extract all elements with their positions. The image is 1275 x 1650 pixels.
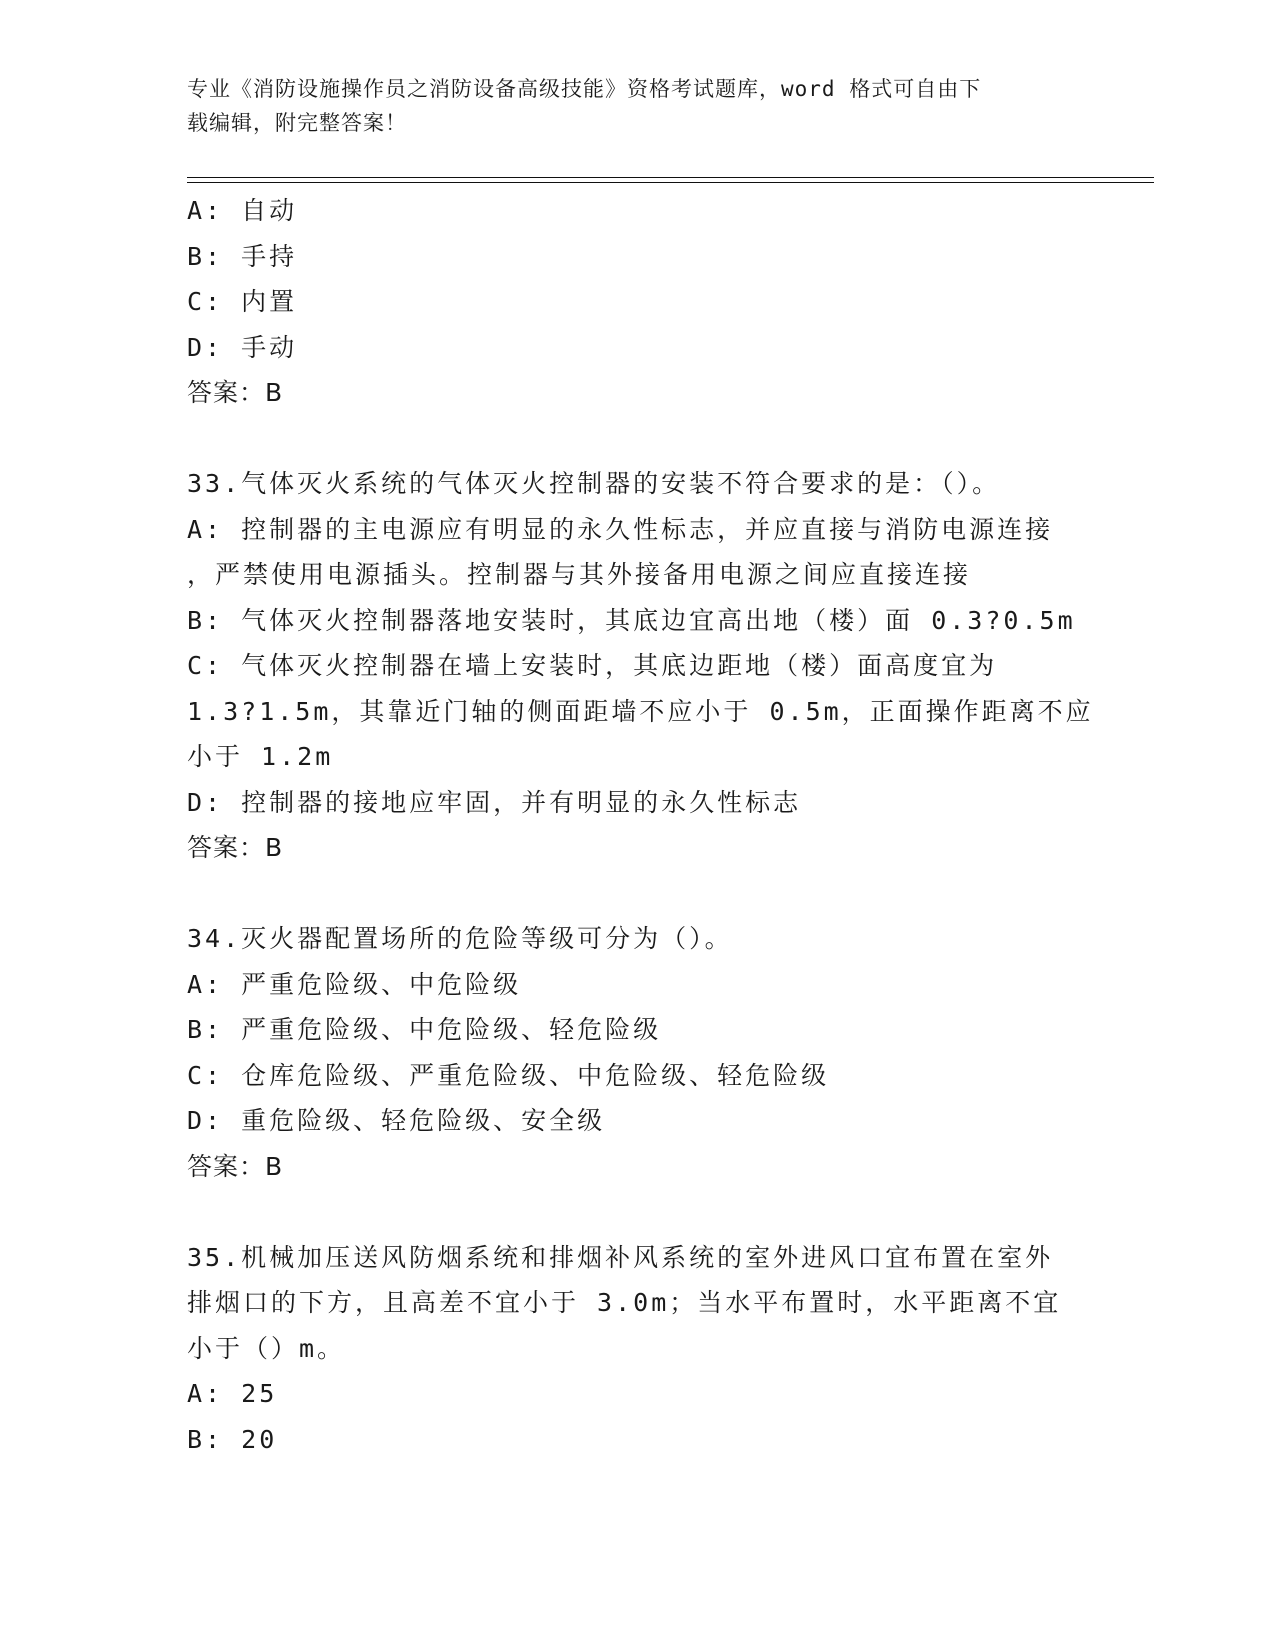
spacer bbox=[187, 416, 1087, 462]
question-35-block bbox=[187, 1235, 1087, 1463]
q34-option-a: A: 严重危险级、中危险级 bbox=[187, 969, 522, 999]
question-34-block bbox=[187, 916, 1087, 1189]
q33-option-a-line-1: A: 控制器的主电源应有明显的永久性标志，并应直接与消防电源连接 bbox=[187, 514, 1054, 544]
header-line-1: 专业《消防设施操作员之消防设备高级技能》资格考试题库，word 格式可自由下 bbox=[187, 77, 982, 101]
q33-option-c-line-2: 1.3?1.5m，其靠近门轴的侧面距墙不应小于 0.5m，正面操作距离不应 bbox=[187, 696, 1094, 726]
q35-option-b: B: 20 bbox=[187, 1424, 278, 1454]
q34-option-c: C: 仓库危险级、严重危险级、中危险级、轻危险级 bbox=[187, 1060, 830, 1090]
q32-option-c: C: 内置 bbox=[187, 287, 298, 316]
q33-option-c-line-1: C: 气体灭火控制器在墙上安装时，其底边距地（楼）面高度宜为 bbox=[187, 651, 998, 680]
q33-option-d: D: 控制器的接地应牢固，并有明显的永久性标志 bbox=[187, 787, 802, 817]
document-header bbox=[187, 72, 1087, 140]
q34-answer: 答案：B bbox=[187, 1151, 284, 1181]
q33-question: 33.气体灭火系统的气体灭火控制器的安装不符合要求的是：（）。 bbox=[187, 469, 1001, 498]
q33-answer: 答案：B bbox=[187, 833, 284, 862]
q32-answer: 答案：B bbox=[187, 378, 284, 407]
q33-option-a-line-2: ，严禁使用电源插头。控制器与其外接备用电源之间应直接连接 bbox=[187, 560, 972, 589]
q35-question-line-2: 排烟口的下方，且高差不宜小于 3.0m；当水平布置时，水平距离不宜 bbox=[187, 1288, 1062, 1317]
question-33-block bbox=[187, 461, 1094, 871]
header-line-2: 载编辑，附完整答案！ bbox=[187, 111, 407, 135]
question-32-block bbox=[187, 188, 1087, 416]
q34-option-d: D: 重危险级、轻危险级、安全级 bbox=[187, 1106, 606, 1135]
header-double-rule bbox=[187, 177, 1154, 183]
q34-question: 34.灭火器配置场所的危险等级可分为（）。 bbox=[187, 924, 733, 953]
q35-question-line-1: 35.机械加压送风防烟系统和排烟补风系统的室外进风口宜布置在室外 bbox=[187, 1242, 1054, 1272]
q33-option-b: B: 气体灭火控制器落地安装时，其底边宜高出地（楼）面 0.3?0.5m bbox=[187, 605, 1076, 635]
q32-option-b: B: 手持 bbox=[187, 241, 298, 271]
spacer bbox=[187, 1189, 1087, 1235]
question-list bbox=[187, 188, 1094, 1462]
q35-question-line-3: 小于（）m。 bbox=[187, 1333, 346, 1363]
q32-option-d: D: 手动 bbox=[187, 332, 298, 362]
q33-option-c-line-3: 小于 1.2m bbox=[187, 742, 334, 771]
q32-option-a: A: 自动 bbox=[187, 196, 298, 225]
spacer bbox=[187, 871, 1087, 917]
q35-option-a: A: 25 bbox=[187, 1379, 278, 1408]
q34-option-b: B: 严重危险级、中危险级、轻危险级 bbox=[187, 1015, 662, 1044]
